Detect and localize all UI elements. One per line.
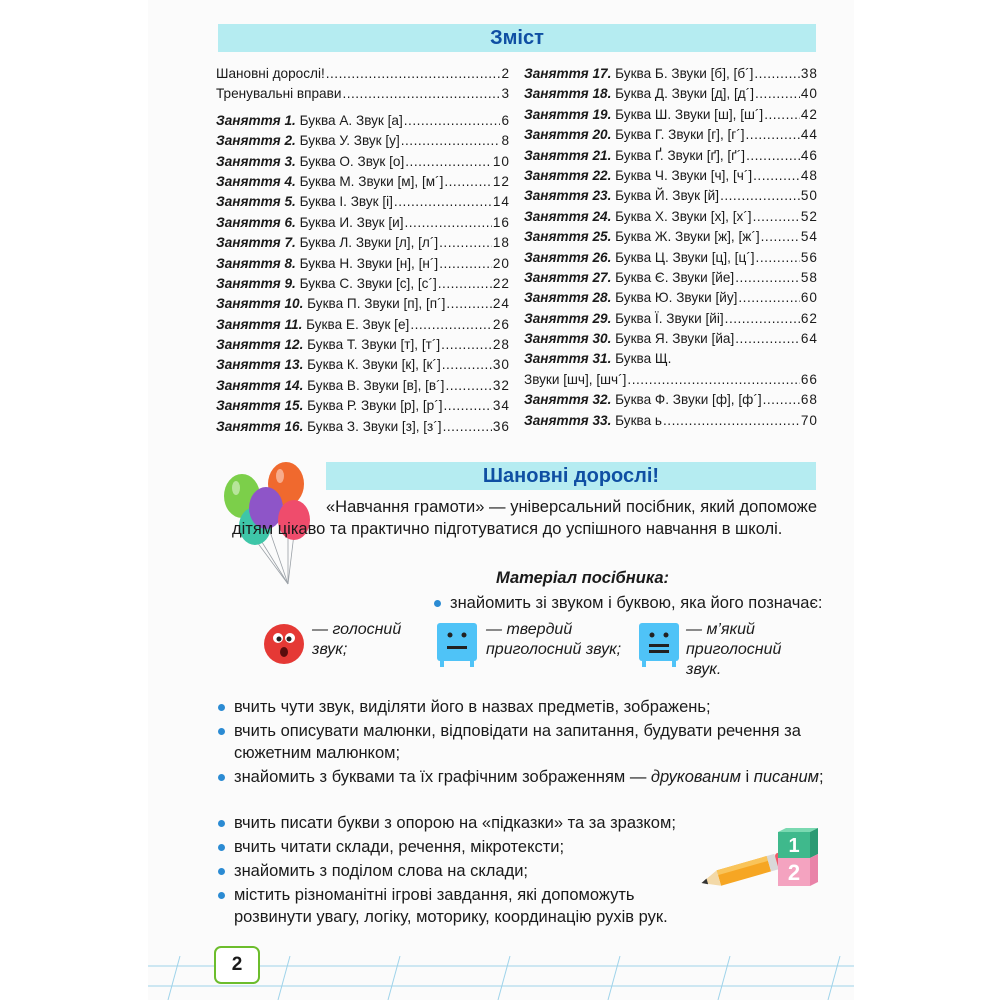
toc-page-number: 26 [492,316,510,332]
toc-entry-label: Заняття 16. Буква З. Звуки [з], [з´] [216,418,442,434]
toc-entry-label: Заняття 19. Буква Ш. Звуки [ш], [ш´] [524,106,764,122]
material-title: Матеріал посібника: [496,569,670,587]
list-item: знайомить з буквами та їх графічним зображенням — друкованим і писаним; [216,766,838,788]
toc-page-number: 48 [800,167,818,183]
toc-entry-label: Заняття 18. Буква Д. Звуки [д], [д´] [524,86,754,102]
toc-entry-label: Заняття 27. Буква Є. Звуки [йе] [524,269,735,285]
toc-entry [216,154,510,174]
adults-heading [326,462,816,490]
toc-entry-label: Заняття 22. Буква Ч. Звуки [ч], [ч´] [524,167,753,183]
toc-page-number: 50 [800,188,818,204]
toc-entry-label: Заняття 5. Буква І. Звук [і] [216,194,393,210]
toc-entry-label: Заняття 32. Буква Ф. Звуки [ф], [ф´] [524,392,762,408]
toc-entry [524,188,818,208]
toc-leader-dots [342,86,500,101]
toc-page-number: 6 [501,112,510,128]
toc-entry-label: Заняття 7. Буква Л. Звуки [л], [л´] [216,235,439,251]
list-item: вчить писати букви з опорою на «підказки» та за зразком; [216,812,838,834]
toc-entry-label: Заняття 29. Буква Ї. Звуки [йі] [524,310,724,326]
toc-leader-dots [754,66,799,81]
toc-leader-dots [326,66,501,81]
page-number: 2 [214,946,260,984]
toc-entry [524,311,818,331]
list-item: вчить читати склади, речення, мікротексти; [216,836,838,858]
toc-entry [524,372,818,392]
toc-entry [216,357,510,377]
toc-page-number: 14 [492,194,510,210]
number-cubes-icon [772,828,818,888]
toc-leader-dots [438,276,492,291]
toc-leader-dots [725,311,800,326]
toc-entry-label: Заняття 1. Буква А. Звук [а] [216,112,403,128]
toc-leader-dots [405,215,492,230]
toc-leader-dots [735,331,800,346]
toc-page-number: 10 [492,153,510,169]
toc-entry [216,378,510,398]
toc-leader-dots [756,250,800,265]
toc-entry-label: Заняття 3. Буква О. Звук [о] [216,153,405,169]
list-item: вчить описувати малюнки, відповідати на запитання, будувати речення за сюжетним малюнком; [216,720,838,764]
toc-leader-dots [445,378,491,393]
toc-entry [524,209,818,229]
intro-paragraph: «Навчання грамоти» — універсальний посібник, який допоможе дітям цікаво та практично підготуватися до успішного навчання в школі. [232,498,817,538]
toc-leader-dots [394,194,492,209]
toc-entry [524,127,818,147]
toc-entry [216,256,510,276]
toc-entry [524,290,818,310]
legend-hard: — твердий приголосний звук; [486,621,622,658]
toc-heading [218,24,816,52]
toc-title: Зміст [490,26,544,49]
toc-entry-label: Заняття 30. Буква Я. Звуки [йа] [524,331,735,347]
toc-leader-dots [439,256,492,271]
toc-leader-dots [444,174,492,189]
toc-leader-dots [746,127,800,142]
toc-entry [524,331,818,351]
toc-leader-dots [401,133,501,148]
toc-page-number: 2 [501,66,510,81]
toc-page-number: 3 [501,86,510,102]
toc-entry [216,276,510,296]
toc-leader-dots [761,229,800,244]
toc-leader-dots [446,296,491,311]
toc-entry-label: Заняття 24. Буква Х. Звуки [х], [х´] [524,208,752,224]
toc-entry [216,113,510,133]
toc-leader-dots [404,113,501,128]
toc-entry [216,398,510,418]
toc-page-number: 20 [492,255,510,271]
toc-page-number: 18 [492,235,510,251]
toc-entry-label: Заняття 6. Буква И. Звук [и] [216,214,404,230]
list-item: вчить чути звук, виділяти його в назвах предметів, зображень; [216,696,838,718]
vowel-face-icon [262,622,306,666]
toc-page-number: 22 [492,275,510,291]
toc-entry [524,168,818,188]
toc-page-number: 24 [492,296,510,312]
toc-leader-dots [443,419,492,434]
toc-page-number: 44 [800,127,818,143]
toc-page-number: 38 [800,66,818,81]
toc-leader-dots [444,398,492,413]
toc-left-column [216,66,510,439]
toc-page-number: 36 [492,418,510,434]
toc-entry-label: Заняття 21. Буква Ґ. Звуки [ґ], [ґ´] [524,147,746,163]
toc-entry-label: Заняття 15. Буква Р. Звуки [р], [р´] [216,398,443,414]
toc-page-number: 42 [800,106,818,122]
toc-entry [216,86,510,106]
toc-entry [216,419,510,439]
toc-entry [524,250,818,270]
toc-page-number: 12 [492,173,510,189]
toc-page-number: 32 [492,377,510,393]
toc-entry [524,66,818,86]
toc-entry [524,351,818,371]
toc-entry-label: Шановні дорослі! [216,66,325,81]
toc-leader-dots [753,168,800,183]
toc-entry-label: Заняття 12. Буква Т. Звуки [т], [т´] [216,337,441,353]
toc-entry-label: Заняття 33. Буква ь [524,412,663,428]
toc-entry [524,107,818,127]
toc-leader-dots [763,392,800,407]
toc-leader-dots [755,86,800,101]
soft-consonant-icon [636,620,682,668]
toc-leader-dots [441,337,492,352]
toc-leader-dots [753,209,800,224]
toc-entry-label: Заняття 31. Буква Щ. [524,351,672,367]
toc-leader-dots [405,154,492,169]
toc-entry-label: Заняття 4. Буква М. Звуки [м], [м´] [216,173,444,189]
toc-entry-label: Заняття 10. Буква П. Звуки [п], [п´] [216,296,446,312]
toc-leader-dots [735,270,800,285]
toc-entry [524,148,818,168]
toc-leader-dots [627,372,799,387]
toc-entry [216,337,510,357]
hard-consonant-icon [434,620,480,668]
toc-entry [216,194,510,214]
cube-number-front: 2 [787,860,801,885]
toc-page-number: 54 [800,229,818,245]
toc-entry-label: Заняття 8. Буква Н. Звуки [н], [н´] [216,255,439,271]
toc-leader-dots [738,290,799,305]
toc-leader-dots [663,413,800,428]
toc-entry-label: Заняття 28. Буква Ю. Звуки [йу] [524,290,738,306]
toc-entry [524,270,818,290]
toc-entry-label: Заняття 20. Буква Г. Звуки [г], [г´] [524,127,745,143]
toc-page-number: 34 [492,398,510,414]
toc-entry-label: Заняття 13. Буква К. Звуки [к], [к´] [216,357,441,373]
toc-page-number: 62 [800,310,818,326]
toc-entry [524,413,818,433]
toc-page-number: 30 [492,357,510,373]
toc-page-number: 64 [800,331,818,347]
toc-right-column [524,66,818,433]
cube-number-top: 1 [788,835,800,857]
legend-vowel: — голосний звук; [312,621,402,658]
legend-soft: — м’який приголосний звук. [686,621,782,678]
toc-entry-label: Заняття 14. Буква В. Звуки [в], [в´] [216,377,445,393]
toc-entry-label: Заняття 25. Буква Ж. Звуки [ж], [ж´] [524,229,760,245]
toc-entry [216,66,510,86]
toc-page-number: 16 [492,214,510,230]
toc-leader-dots [764,107,800,122]
toc-page-number: 56 [800,249,818,265]
toc-leader-dots [410,317,492,332]
toc-entry [216,215,510,235]
toc-entry-label: Заняття 17. Буква Б. Звуки [б], [б´] [524,66,754,81]
toc-entry [216,235,510,255]
toc-leader-dots [720,188,800,203]
toc-entry [216,174,510,194]
toc-page-number: 66 [800,371,818,387]
toc-leader-dots [439,235,492,250]
list-item: знайомить з поділом слова на склади; [216,860,838,882]
adults-title: Шановні дорослі! [482,464,660,487]
toc-entry [524,229,818,249]
toc-page-number: 70 [800,412,818,428]
toc-page-number: 58 [800,269,818,285]
toc-page-number: 8 [501,133,510,149]
toc-entry [524,86,818,106]
toc-entry-label: Заняття 23. Буква Й. Звук [й] [524,188,720,204]
toc-page-number: 52 [800,208,818,224]
toc-page-number: 60 [800,290,818,306]
toc-entry-label: Заняття 11. Буква Е. Звук [е] [216,316,410,332]
toc-entry [524,392,818,412]
toc-page-number: 40 [800,86,818,102]
list-item: знайомить зі звуком і буквою, яка його позначає: [432,592,1000,614]
toc-leader-dots [746,148,800,163]
toc-entry-label: Заняття 26. Буква Ц. Звуки [ц], [ц´] [524,249,755,265]
toc-leader-dots [442,357,492,372]
toc-entry [216,317,510,337]
toc-entry [216,296,510,316]
toc-entry-label: Заняття 2. Буква У. Звук [у] [216,133,400,149]
toc-page-number: 68 [800,392,818,408]
toc-entry [216,133,510,153]
toc-page-number: 46 [800,147,818,163]
toc-entry-label: Тренувальні вправи [216,86,342,102]
toc-page-number: 28 [492,337,510,353]
toc-entry-label: Заняття 9. Буква С. Звуки [с], [с´] [216,275,437,291]
list-item: містить різноманітні ігрові завдання, які допоможуть розвинути увагу, логіку, моторику, координацію рухів рук. [216,884,704,928]
toc-entry-label: Звуки [шч], [шч´] [524,371,627,387]
